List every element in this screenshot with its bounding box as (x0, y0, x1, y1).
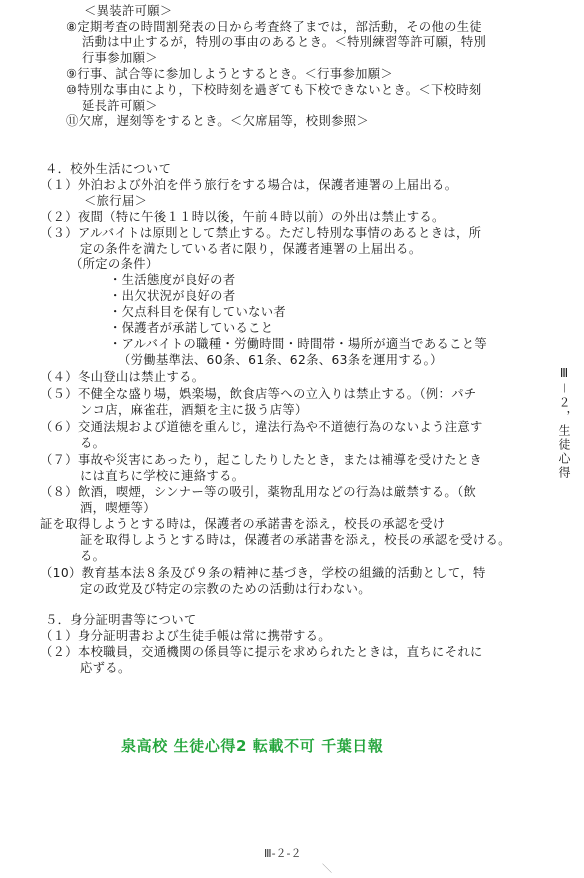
text-line: ・アルバイトの職種・労働時間・時間帯・場所が適当であること等 (109, 337, 488, 351)
text-line: 定の条件を満たしている者に限り，保護者連署の上届出る。 (80, 242, 422, 256)
text-line: （８）飲酒，喫煙，シンナー等の吸引，薬物乱用などの行為は厳禁する。（飲 (40, 485, 477, 499)
text-line: 行事参加願＞ (82, 51, 158, 65)
text-line: （２）夜間（特に午後１１時以後，午前４時以前）の外出は禁止する。 (40, 210, 445, 224)
text-line: 活動は中止するが，特別の事由のあるとき。＜特別練習等許可願，特別 (82, 35, 487, 49)
text-line: （３）アルバイトは原則として禁止する。ただし特別な事情のあるときは，所 (40, 226, 482, 240)
text-line: ５．身分証明書等について (45, 613, 197, 627)
text-line: ⑧定期考査の時間割発表の日から考査終了までは，部活動，その他の生徒 (66, 20, 483, 34)
text-line: ・保護者が承諾していること (109, 321, 274, 335)
scan-mark: ＼ (322, 864, 332, 875)
text-line: ⑨行事、試合等に参加しようとするとき。＜行事参加願＞ (66, 67, 394, 81)
text-line: る。 (80, 436, 106, 450)
green-overlay-stamp: 泉高校 生徒心得2 転載不可 千葉日報 (121, 737, 384, 755)
text-line: 酒，喫煙等） (80, 501, 156, 515)
text-line: には直ちに学校に連絡する。 (80, 469, 245, 483)
text-line: ンコ店，麻雀荘，酒類を主に扱う店等） (80, 403, 308, 417)
text-line: ・出欠状況が良好の者 (109, 289, 236, 303)
text-line: ＜旅行届＞ (84, 194, 148, 208)
text-line: （労働基準法、60条、61条、62条、63条を運用する。） (118, 353, 443, 367)
text-line: （10）教育基本法８条及び９条の精神に基づき，学校の組織的活動として，特 (40, 566, 486, 580)
page-number: Ⅲ-２-２ (264, 847, 302, 860)
text-line: 応ずる。 (80, 661, 131, 675)
text-line: （５）不健全な盛り場，娯楽場，飲食店等への立入りは禁止する。（例：パチ (40, 387, 477, 401)
text-line: る。 (80, 549, 106, 563)
text-line: ⑪欠席，遅刻等をするとき。＜欠席届等，校則参照＞ (66, 114, 370, 128)
text-line: （４）冬山登山は禁止する。 (40, 370, 205, 384)
side-section-label: Ⅲ－２，生徒心得 (557, 366, 571, 481)
text-line: 定の政党及び特定の宗教のための活動は行わない。 (80, 582, 371, 596)
text-line: 証を取得しようとする時は，保護者の承諾書を添え，校長の承認を受ける。 (80, 533, 511, 547)
text-line: （７）事故や災害にあったり，起こしたりしたとき，または補導を受けたとき (40, 453, 483, 467)
text-line: （６）交通法規および道徳を重んじ，違法行為や不道徳行為のないよう注意す (40, 420, 483, 434)
text-line: ・欠点科目を保有していない者 (109, 305, 287, 319)
text-line: （所定の条件） (70, 257, 159, 271)
text-line: （２）本校職員，交通機関の係員等に提示を求められたときは，直ちにそれに (40, 645, 483, 659)
text-line: ⑩特別な事由により，下校時刻を過ぎても下校できないとき。＜下校時刻 (66, 83, 482, 97)
text-line: ・生活態度が良好の者 (109, 273, 236, 287)
text-line: 延長許可願＞ (82, 99, 158, 113)
text-line: （１）身分証明書および生徒手帳は常に携帯する。 (40, 629, 331, 643)
text-line: ＜異装許可願＞ (84, 4, 173, 18)
text-line: ４．校外生活について (45, 162, 172, 176)
text-line: （１）外泊および外泊を伴う旅行をする場合は，保護者連署の上届出る。 (40, 178, 458, 192)
text-line: 証を取得しようとする時は，保護者の承諾書を添え，校長の承認を受け (40, 517, 446, 531)
